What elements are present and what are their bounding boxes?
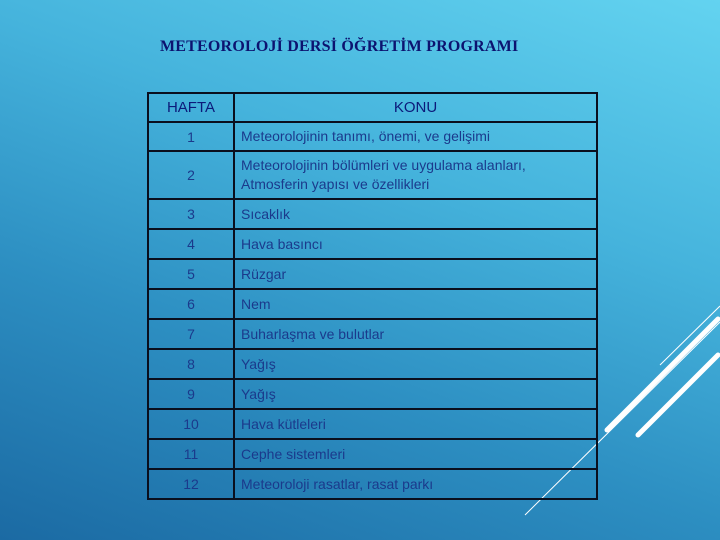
table-row <box>148 319 597 349</box>
page-title: METEOROLOJİ DERSİ ÖĞRETİM PROGRAMI <box>160 38 519 55</box>
table-row <box>148 259 597 289</box>
week-cell: 7 <box>148 319 234 349</box>
table-row <box>148 229 597 259</box>
week-cell: 3 <box>148 199 234 229</box>
topic-cell: Hava kütleleri <box>234 409 597 439</box>
table-row <box>148 199 597 229</box>
table-header-row <box>148 93 597 122</box>
topic-cell: Yağış <box>234 379 597 409</box>
header-topic: KONU <box>234 93 597 122</box>
week-cell: 6 <box>148 289 234 319</box>
topic-cell: Meteorolojinin bölümleri ve uygulama alanları, Atmosferin yapısı ve özellikleri <box>234 151 597 199</box>
table-row <box>148 151 597 199</box>
topic-cell: Cephe sistemleri <box>234 439 597 469</box>
header-week: HAFTA <box>148 93 234 122</box>
schedule-table <box>147 92 598 500</box>
topic-cell: Nem <box>234 289 597 319</box>
topic-cell: Yağış <box>234 349 597 379</box>
table-row <box>148 122 597 151</box>
table-row <box>148 409 597 439</box>
topic-cell: Rüzgar <box>234 259 597 289</box>
week-cell: 1 <box>148 122 234 151</box>
table-row <box>148 379 597 409</box>
week-cell: 2 <box>148 151 234 199</box>
week-cell: 5 <box>148 259 234 289</box>
table-row <box>148 289 597 319</box>
topic-cell: Hava basıncı <box>234 229 597 259</box>
topic-cell: Meteorolojinin tanımı, önemi, ve gelişimi <box>234 122 597 151</box>
topic-cell: Meteoroloji rasatlar, rasat parkı <box>234 469 597 499</box>
topic-cell: Sıcaklık <box>234 199 597 229</box>
topic-cell: Buharlaşma ve bulutlar <box>234 319 597 349</box>
table-row <box>148 469 597 499</box>
table-row <box>148 439 597 469</box>
week-cell: 10 <box>148 409 234 439</box>
week-cell: 8 <box>148 349 234 379</box>
week-cell: 12 <box>148 469 234 499</box>
table-row <box>148 349 597 379</box>
week-cell: 11 <box>148 439 234 469</box>
week-cell: 9 <box>148 379 234 409</box>
week-cell: 4 <box>148 229 234 259</box>
